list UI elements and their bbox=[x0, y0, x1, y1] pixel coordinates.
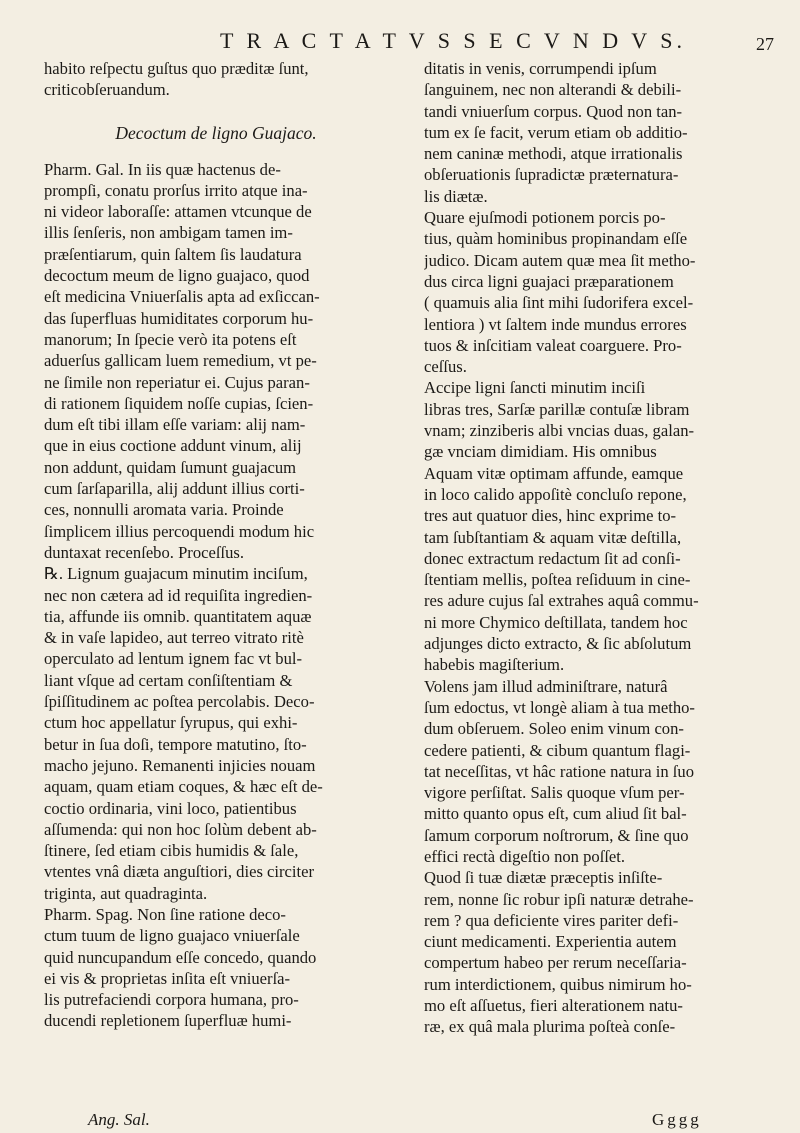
text-line: operculato ad lentum ignem fac vt bul- bbox=[44, 649, 303, 669]
text-line: ſum edoctus, vt longè aliam à tua metho- bbox=[424, 697, 695, 717]
text-line: tandi vniuerſum corpus. Quod non tan- bbox=[424, 101, 683, 121]
text-line: tuos & inſcitiam valeat coarguere. Pro- bbox=[424, 335, 682, 355]
text-line: que in eius coctione addunt vinum, alij bbox=[44, 436, 302, 456]
text-line: ni videor laboraſſe: attamen vtcunque de bbox=[44, 202, 312, 222]
text-line: gæ vnciam dimidiam. His omnibus bbox=[424, 442, 657, 462]
text-line: criticobſeruandum. bbox=[44, 80, 170, 100]
text-line: das ſuperfluas humiditates corporum hu- bbox=[44, 308, 314, 328]
text-line: tum ex ſe facit, verum etiam ob additio- bbox=[424, 122, 688, 142]
text-line: decoctum meum de ligno guajaco, quod bbox=[44, 266, 310, 286]
text-line: vtentes vnâ diæta anguſtiori, dies circiter bbox=[44, 862, 315, 882]
text-line: ne ſimile non reperiatur ei. Cujus paran- bbox=[44, 372, 310, 392]
text-line: lis putrefaciendi corpora humana, pro- bbox=[44, 990, 299, 1010]
text-line: tia, affunde iis omnib. quantitatem aquæ bbox=[44, 606, 312, 626]
text-line: quid nuncupandum eſſe concedo, quando bbox=[44, 947, 317, 967]
text-line: nem caninæ methodi, atque irrationalis bbox=[424, 144, 683, 164]
text-line: manorum; In ſpecie verò ita potens eſt bbox=[44, 329, 297, 349]
blank-line bbox=[44, 149, 388, 159]
text-line: tam ſubſtantiam & aquam vitæ deſtilla, bbox=[424, 527, 682, 547]
text-line: Quare ejuſmodi potionem porcis po- bbox=[424, 208, 666, 228]
text-line: obſeruationis ſupradictæ præternatura- bbox=[424, 165, 679, 185]
text-line: betur in ſua doſi, tempore matutino, ſto- bbox=[44, 734, 307, 754]
text-line: aduerſus gallicam luem remedium, vt pe- bbox=[44, 351, 317, 371]
text-line: habito reſpectu guſtus quo præditæ ſunt, bbox=[44, 59, 309, 78]
text-line: res adure cujus ſal extrahes aquâ commu- bbox=[424, 591, 699, 611]
text-line: ei vis & proprietas inſita eſt vniuerſa- bbox=[44, 968, 291, 988]
text-line: ctum hoc appellatur ſyrupus, qui exhi- bbox=[44, 713, 298, 733]
running-title: T R A C T A T V S S E C V N D V S. bbox=[220, 28, 686, 53]
text-line: Pharm. Spag. Non ſine ratione deco- bbox=[44, 904, 286, 924]
text-line: libras tres, Sarſæ parillæ contuſæ libram bbox=[424, 399, 690, 419]
text-line: ciunt medicamenti. Experientia autem bbox=[424, 932, 677, 952]
page-number: 27 bbox=[756, 34, 774, 54]
text-line: dum eſt tibi illam eſſe variam: alij nam- bbox=[44, 415, 306, 435]
section-heading: Decoctum de ligno Guajaco. bbox=[115, 122, 317, 143]
text-line: ni more Chymico deſtillata, tandem hoc bbox=[424, 612, 688, 632]
signature-mark: Gggg bbox=[652, 1110, 702, 1129]
text-line: ℞. Lignum guajacum minutim inciſum, bbox=[44, 564, 308, 584]
text-line: aſſumenda: qui non hoc ſolùm debent ab- bbox=[44, 819, 317, 839]
text-line: tius, quàm hominibus propinandam eſſe bbox=[424, 229, 688, 249]
text-line: præſentiarum, quin ſaltem ſis laudatura bbox=[44, 244, 302, 264]
text-line: tat neceſſitas, vt hâc ratione natura in ſuo bbox=[424, 761, 695, 781]
text-line: ditatis in venis, corrumpendi ipſum bbox=[424, 59, 657, 78]
text-line: di rationem ſiquidem noſſe cupias, ſcien- bbox=[44, 393, 314, 413]
text-line: ctum tuum de ligno guajaco vniuerſale bbox=[44, 926, 300, 946]
left-column bbox=[44, 58, 388, 1032]
text-line: duntaxat recenſebo. Proceſſus. bbox=[44, 542, 244, 562]
text-line: mo eſt aſſuetus, fieri alterationem natu- bbox=[424, 996, 683, 1016]
text-line: coctio ordinaria, vini loco, patientibus bbox=[44, 798, 297, 818]
text-line: non addunt, quidam ſumunt guajacum bbox=[44, 457, 297, 477]
text-line: adjunges dicto extracto, & ſic abſolutum bbox=[424, 634, 692, 654]
text-line: rum interdictionem, quibus nimirum ho- bbox=[424, 974, 692, 994]
text-line: ſamum corporum noſtrorum, & ſine quo bbox=[424, 825, 689, 845]
text-line: nec non cætera ad id requiſita ingredien- bbox=[44, 585, 313, 605]
text-line: rem, nonne ſic robur ipſi naturæ detrahe- bbox=[424, 889, 694, 909]
text-line: eſt medicina Vniuerſalis apta ad exſiccan- bbox=[44, 287, 320, 307]
text-line: Pharm. Gal. In iis quæ hactenus de- bbox=[44, 159, 281, 179]
text-line: ſtentiam mellis, poſtea reſiduum in cine- bbox=[424, 570, 691, 590]
text-line: ſimplicem illius percoquendi modum hic bbox=[44, 521, 315, 541]
text-line: lis diætæ. bbox=[424, 186, 488, 206]
text-line: dus circa ligni guajaci præparationem bbox=[424, 271, 674, 291]
text-line: ( quamuis alia ſint mihi ſudorifera excel- bbox=[424, 293, 694, 313]
text-line: ſanguinem, nec non alterandi & debili- bbox=[424, 80, 682, 100]
text-line: cum ſarſaparilla, alij addunt illius corti- bbox=[44, 479, 305, 499]
catchword: Ang. Sal. bbox=[88, 1110, 150, 1129]
text-line: macho jejuno. Remanenti injicies nouam bbox=[44, 755, 316, 775]
text-line: prompſi, conatu prorſus irrito atque ina- bbox=[44, 180, 308, 200]
text-line: effici rectà digeſtio non poſſet. bbox=[424, 846, 626, 866]
text-line: ceſſus. bbox=[424, 357, 467, 377]
text-line: vnam; zinziberis albi vncias duas, galan- bbox=[424, 421, 695, 441]
text-line: ræ, ex quâ mala plurima poſteà conſe- bbox=[424, 1017, 676, 1037]
text-line: rem ? qua deficiente vires pariter defi- bbox=[424, 910, 679, 930]
text-line: in loco calido appoſitè concluſo repone, bbox=[424, 484, 687, 504]
text-line: vigore perſiſtat. Salis quoque vſum per- bbox=[424, 783, 685, 803]
text-line: illis ſenſeris, non ambigam tamen im- bbox=[44, 223, 293, 243]
text-line: ces, nonnulli aromata varia. Proinde bbox=[44, 500, 284, 520]
right-column bbox=[424, 58, 768, 1038]
text-line: liant vſque ad certam conſiſtentiam & bbox=[44, 670, 293, 690]
text-line: dum obſeruem. Soleo enim vinum con- bbox=[424, 719, 684, 739]
running-head bbox=[0, 28, 800, 58]
text-line: habebis magiſterium. bbox=[424, 655, 565, 675]
text-line: Volens jam illud adminiſtrare, naturâ bbox=[424, 676, 668, 696]
signature-line bbox=[0, 1110, 800, 1130]
text-line: ſpiſſitudinem ac poſtea percolabis. Deco- bbox=[44, 692, 315, 712]
text-line: ducendi repletionem ſuperfluæ humi- bbox=[44, 1011, 292, 1031]
text-line: judico. Dicam autem quæ mea ſit metho- bbox=[424, 250, 696, 270]
text-line: cedere patienti, & cibum quantum flagi- bbox=[424, 740, 691, 760]
text-line: Aquam vitæ optimam affunde, eamque bbox=[424, 463, 684, 483]
text-line: ſtinere, ſed etiam cibis humidis & ſale, bbox=[44, 841, 299, 861]
text-line: donec extractum redactum ſit ad conſi- bbox=[424, 548, 681, 568]
text-line: compertum habeo per rerum neceſſaria- bbox=[424, 953, 687, 973]
text-line: aquam, quam etiam coques, & hæc eſt de- bbox=[44, 777, 323, 797]
text-line: triginta, aut quadraginta. bbox=[44, 883, 208, 903]
text-line: Quod ſi tuæ diætæ præceptis inſiſte- bbox=[424, 868, 663, 888]
blank-line bbox=[44, 101, 388, 111]
text-line: mitto quanto opus eſt, cum aliud ſit bal- bbox=[424, 804, 687, 824]
text-line: Accipe ligni ſancti minutim inciſi bbox=[424, 378, 646, 398]
text-line: tres aut quatuor dies, hinc exprime to- bbox=[424, 506, 677, 526]
text-line: lentiora ) vt ſaltem inde mundus errores bbox=[424, 314, 687, 334]
text-line: & in vaſe lapideo, aut terreo vitrato ritè bbox=[44, 628, 304, 648]
